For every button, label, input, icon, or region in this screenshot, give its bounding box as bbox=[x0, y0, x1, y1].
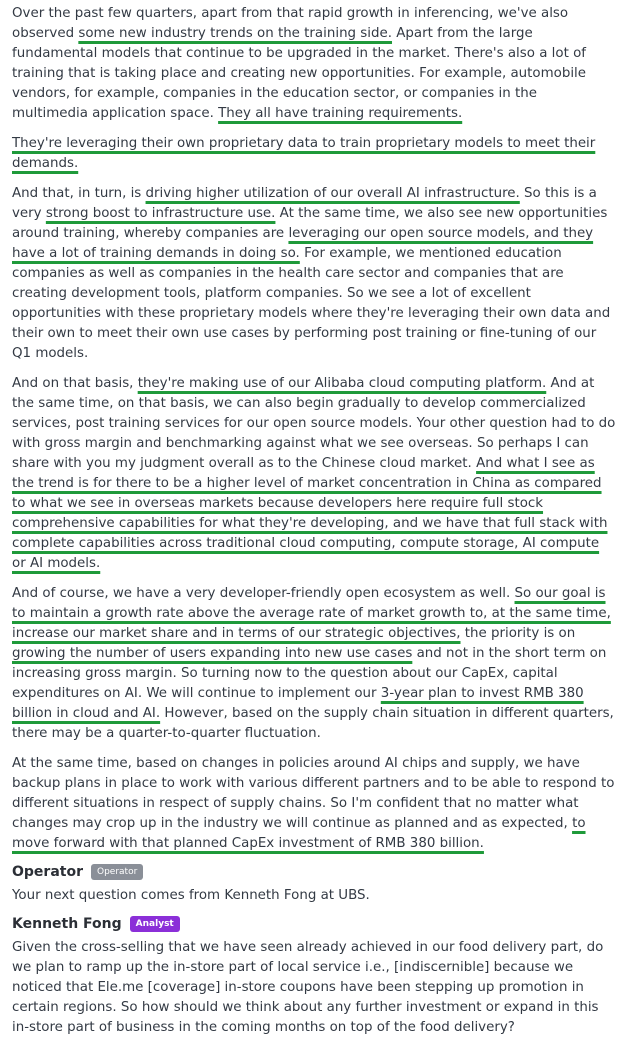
highlighted-phrase: strong boost to infrastructure use. bbox=[45, 206, 276, 221]
paragraph-text: At the same time, we also see new opportunities around training, whereby companies are bbox=[12, 206, 608, 241]
paragraph-text: So this is a very bbox=[12, 186, 597, 221]
answer-paragraph bbox=[12, 134, 616, 174]
highlighted-phrase: They're leveraging their own proprietary data to train proprietary models to meet their demands. bbox=[12, 136, 596, 171]
answer-paragraph bbox=[12, 584, 616, 744]
paragraph-text: the priority is on bbox=[460, 626, 576, 641]
operator-role-badge: Operator bbox=[91, 864, 143, 880]
paragraph-text: And of course, we have a very developer-friendly open ecosystem as well. bbox=[12, 586, 515, 601]
paragraph-text: At the same time, based on changes in policies around AI chips and supply, we have backup plans in place to work with various different partners and to be able to respond to different situations in respect of supply chains. So I'm confident that no matter what changes may crop up in the industry we will continue as planned and as expected, bbox=[12, 756, 615, 831]
analyst-role-badge: Analyst bbox=[130, 916, 180, 932]
paragraph-text: and not in the short term on increasing gross margin. So turning now to the question about our CapEx, capital expenditures on AI. We will continue to implement our bbox=[12, 646, 607, 701]
speaker-name-operator: Operator bbox=[12, 864, 83, 880]
speaker-name-analyst: Kenneth Fong bbox=[12, 916, 122, 932]
paragraph-text: Over the past few quarters, apart from that rapid growth in inferencing, we've also observed bbox=[12, 6, 569, 41]
highlighted-phrase: And what I see as the trend is for there to be a higher level of market concentration in China as compared to what we see in overseas markets because developers here require full stock comprehensive capabilities for what they're developing, and we have that full stack with complete capabilities across traditional cloud computing, compute storage, AI compute or AI models. bbox=[12, 456, 608, 571]
operator-block bbox=[12, 864, 616, 906]
paragraph-text: For example, we mentioned education companies as well as companies in the health care sector and companies that are creating development tools, platform companies. So we see a lot of excellent opportunities with these proprietary models where they're leveraging their own data and their own to meet their own use cases by performing post training or fine-tuning of our Q1 models. bbox=[12, 246, 611, 361]
highlighted-phrase: to move forward with that planned CapEx investment of RMB 380 billion. bbox=[12, 816, 586, 851]
highlighted-phrase: some new industry trends on the training side. bbox=[78, 26, 393, 41]
answer-paragraph bbox=[12, 4, 616, 124]
paragraph-text: Apart from the large fundamental models that continue to be upgraded in the market. There's also a lot of training that is taking place and creating new opportunities. For example, automobile vendors, for example, companies in the education sector, or companies in the multimedia application space. bbox=[12, 26, 587, 121]
operator-text: Your next question comes from Kenneth Fong at UBS. bbox=[12, 888, 370, 903]
paragraph-text: However, based on the supply chain situation in different quarters, there may be a quarter-to-quarter fluctuation. bbox=[12, 706, 614, 741]
highlighted-phrase: 3-year plan to invest RMB 380 billion in cloud and AI. bbox=[12, 686, 584, 721]
highlighted-phrase: So our goal is to maintain a growth rate above the average rate of market growth to, at the same time, increase our market share and in terms of our strategic objectives, bbox=[12, 586, 611, 641]
answer-paragraph bbox=[12, 374, 616, 574]
answer-paragraph bbox=[12, 754, 616, 854]
answer-paragraphs bbox=[12, 4, 616, 854]
paragraph-text: And on that basis, bbox=[12, 376, 138, 391]
paragraph-text: And at the same time, on that basis, we can also begin gradually to develop commercialized services, post training services for our open source models. Your other question had to do with gross margin and benchmarking against what we see overseas. So perhaps I can share with you my judgment overall as to the Chinese cloud market. bbox=[12, 376, 616, 471]
paragraph-text: And that, in turn, is bbox=[12, 186, 146, 201]
highlighted-phrase: leveraging our open source models, and they have a lot of training demands in doing so. bbox=[12, 226, 594, 261]
highlighted-phrase: growing the number of users expanding into new use cases bbox=[12, 646, 413, 661]
highlighted-phrase: they're making use of our Alibaba cloud computing platform. bbox=[137, 376, 547, 391]
analyst-block bbox=[12, 916, 616, 1038]
answer-paragraph bbox=[12, 184, 616, 364]
highlighted-phrase: They all have training requirements. bbox=[218, 106, 463, 121]
analyst-question-text: Given the cross-selling that we have seen already achieved in our food delivery part, do we plan to ramp up the in-store part of local service i.e., [indiscernible] because we noticed that Ele.me [coverage] in-store coupons have been stepping up promotion in certain regions. So how should we think about any further investment or expand in this in-store part of business in the coming months on top of the food delivery? bbox=[12, 940, 604, 1035]
highlighted-phrase: driving higher utilization of our overall AI infrastructure. bbox=[145, 186, 520, 201]
